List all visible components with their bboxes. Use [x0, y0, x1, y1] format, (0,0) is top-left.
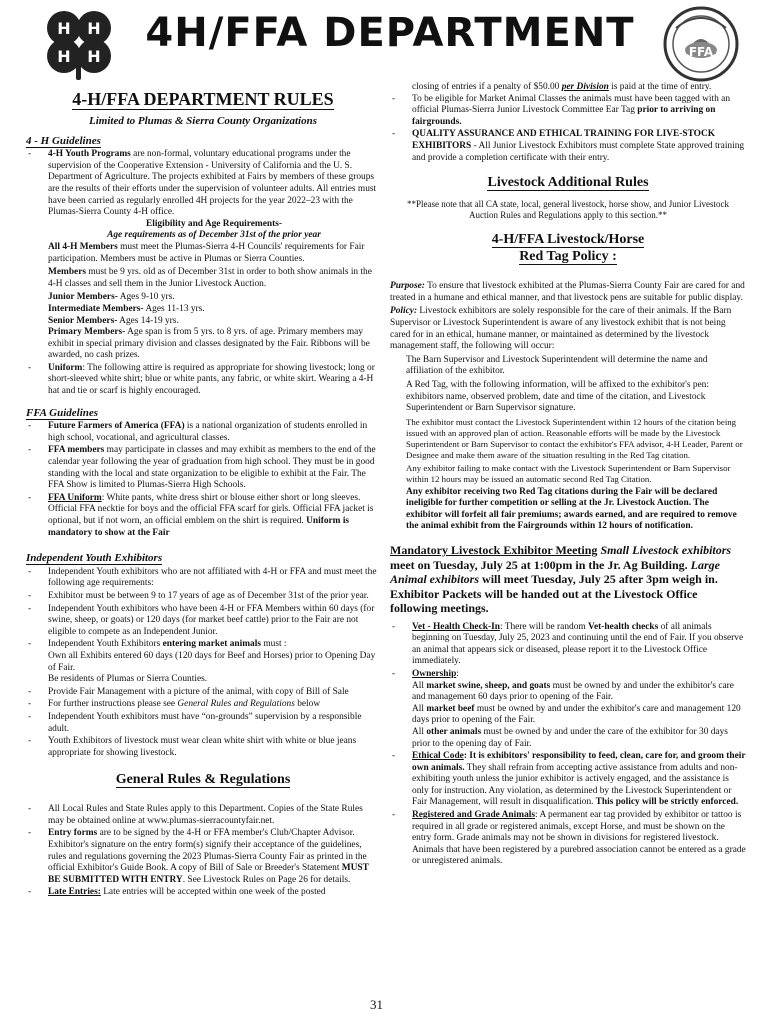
- subtitle: Limited to Plumas & Sierra County Organizations: [89, 115, 317, 127]
- red-tag-policy-heading: 4-H/FFA Livestock/Horse Red Tag Policy :: [491, 232, 645, 265]
- list-item: - Late Entries: Late entries will be accepted within one week of the posted: [26, 887, 380, 899]
- 4-h-clover-logo-icon: [40, 6, 118, 80]
- list-item: - Provide Fair Management with a picture of the animal, with copy of Bill of Sale: [26, 687, 380, 699]
- list-item: - Exhibitor must be between 9 to 17 years of age as of December 31st of the prior year.: [26, 591, 380, 603]
- additional-rules-note: **Please note that all CA state, local, general livestock, horse show, and Junior Livestock Auction Rules and Regulations apply to this section.**: [406, 199, 730, 221]
- list-item: - To be eligible for Market Animal Classes the animals must have been tagged with an official Plumas-Sierra Junior Livestock Committee Ear Tag prior to arriving on fairgrounds.: [390, 94, 746, 129]
- list-item: - All Local Rules and State Rules apply to this Department. Copies of the State Rules may be obtained online at www.plumas-sierracountyfair.net.: [26, 804, 380, 827]
- general-rules-heading: General Rules & Regulations: [115, 772, 291, 788]
- list-item: - FFA Uniform: White pants, white dress shirt or blouse either short or long sleeves. Official FFA necktie for boys and the official FFA scarf for girls. Official FFA jacket is optional, but if not worn, an official emblem on the shirt is required. Uniform is mandatory to show at the Fair: [26, 493, 380, 539]
- list-item: - Independent Youth exhibitors who are not affiliated with 4-H or FFA and must meet the following age requirements:: [26, 567, 380, 590]
- ffa-guidelines-heading: FFA Guidelines: [26, 406, 99, 419]
- policy-paragraph: Policy: Livestock exhibitors are solely responsible for the care of their animals. If the Barn Supervisor or Livestock Superintendent is aware of any livestock exhibit that is not being cared for in an ethical, humane manner, or maintained as determined by the livestock management staff, the following will occur:: [390, 306, 732, 352]
- department-rules-heading: 4-H/FFA DEPARTMENT RULES: [72, 89, 334, 109]
- svg-text:H: H: [57, 19, 71, 38]
- eligibility-heading: Eligibility and Age Requirements-: [145, 218, 283, 229]
- 4h-guidelines-list: [26, 149, 380, 397]
- list-item: - Uniform: The following attire is required as appropriate for showing livestock; long or short-sleeved white shirt; blue or white pants, any fabric, or white skirt. Wearing a 4-H hat and tie or scarf is highly encouraged.: [26, 363, 380, 398]
- mandatory-meeting-paragraph: Mandatory Livestock Exhibitor Meeting Small Livestock exhibitors meet on Tuesday, July 25 at 1:00pm in the Jr. Ag Building. Large Animal exhibitors will meet Tuesday, July 25 after 3pm weigh in. Exhibitor Packets will be handed out at the Livestock Office following meetings.: [390, 543, 732, 616]
- list-item: - Ethical Code: It is exhibitors' responsibility to feed, clean, care for, and groom their own animals. They shall refrain from accepting active assistance from adults and non-exhibiting youth unless the junior exhibitor is actively engaged, and the assistance is only for instruction. Any violation, as determined by the Livestock Superintendent or Fair Management, will result in disqualification. This policy will be strictly enforced.: [390, 751, 746, 809]
- list-item: - FFA members may participate in classes and may exhibit as members to the end of the calendar year following the year of graduation from high school. They must be in good standing with the local and state organization to be eligible to exhibit at the Fair. The FFA Show is limited to Plumas-Sierra High Schools.: [26, 445, 380, 491]
- svg-text:FFA: FFA: [688, 45, 714, 59]
- entry-rules-list: [390, 94, 746, 165]
- independent-youth-list: [26, 567, 380, 760]
- ffa-emblem-icon: [658, 4, 744, 84]
- continued-text: closing of entries if a penalty of $50.00 per Division is paid at the time of entry.: [412, 82, 712, 92]
- list-item: - Independent Youth Exhibitors entering market animals must : Own all Exhibits entered 60 days (120 days for Beef and Horses) prior to Opening Day of Fair. Be residents of Plumas or Sierra Counties.: [26, 639, 380, 685]
- list-item: - Independent Youth exhibitors must have “on-grounds” supervision by a responsible adult.: [26, 712, 380, 735]
- purpose-paragraph: Purpose: To ensure that livestock exhibited at the Plumas-Sierra County Fair are cared for and treated in a humane and ethical manner, and that livestock pens are suitable for public display.: [390, 281, 745, 303]
- age-requirements-note: Age requirements as of December 31st of the prior year: [107, 230, 321, 241]
- independent-youth-heading: Independent Youth Exhibitors: [26, 552, 163, 565]
- right-column: [390, 82, 746, 869]
- livestock-additional-rules-heading: Livestock Additional Rules: [487, 175, 649, 191]
- svg-text:H: H: [57, 47, 71, 66]
- general-rules-list: [26, 804, 380, 899]
- list-item: - Vet - Health Check-In: There will be random Vet-health checks of all animals beginning on Tuesday, July 25, 2023 and continuing until the end of Fair. If you observe an animal that appears sick or diseased, please report it to the Livestock Office immediately.: [390, 622, 746, 668]
- list-item: - QUALITY ASSURANCE AND ETHICAL TRAINING FOR LIVE-STOCK EXHIBITORS - All Junior Livestock Exhibitors must complete State approved training and provide a completion certificate with their entry.: [390, 129, 746, 164]
- list-item: - 4-H Youth Programs are non-formal, voluntary educational programs under the supervision of the Cooperative Extension - University of California and the U. S. Department of Agriculture. The projects exhibited at Fairs by members of these groups are the results of their efforts under the supervision of volunteer adults. All entries must have been carried as regularly enrolled 4H projects for the year 2022–23 with the Plumas-Sierra County 4-H office. Eligibility and Age Requirements- Age requirements as of December 31st of the prior year All 4-H Members must meet the Plumas-Sierra 4-H Councils' requirements for Fair participation. Members must be active in Plumas or Sierra Counties. Members must be 9 yrs. old as of December 31st in order to both show animals in the 4-H classes and sell them in the Junior Livestock Auction. Junior Members- Ages 9-10 yrs. Intermediate Members- Ages 11-13 yrs. Senior Members- Ages 14-19 yrs. Primary Members- Age span is from 5 yrs. to 8 yrs. of age. Primary members may exhibit in special primary division and classes designated by the Fair. Ribbons will be awarded, no cash prizes.: [26, 149, 380, 362]
- page-number: 31: [370, 997, 383, 1012]
- list-item: - For further instructions please see General Rules and Regulations below: [26, 699, 380, 711]
- list-item: - Youth Exhibitors of livestock must wear clean white shirt with white or blue jeans appropriate for showing livestock.: [26, 736, 380, 759]
- list-item: - Future Farmers of America (FFA) is a national organization of students enrolled in high school, vocational, and agricultural classes.: [26, 421, 380, 444]
- 4h-guidelines-heading: 4 - H Guidelines: [26, 134, 101, 147]
- left-column: [26, 86, 380, 900]
- list-item: - Independent Youth exhibitors who have been 4-H or FFA Members within 60 days (for swine, sheep, or goats) or 120 days (for market beef cattle) prior to the Fair are not eligible to compete as an Independent Junior.: [26, 604, 380, 639]
- ffa-guidelines-list: [26, 421, 380, 539]
- svg-text:H: H: [87, 19, 101, 38]
- list-item: - Ownership: All market swine, sheep, and goats must be owned by and under the exhibitor's care and management 60 days prior to opening of the Fair. All market beef must be owned by and under the exhibitor's care and management 120 days prior to opening of the Fair. All other animals must be owned by and under the care of the exhibitor for 30 days prior to the opening day of Fair.: [390, 669, 746, 750]
- list-item: - Registered and Grade Animals: A permanent ear tag provided by exhibitor or tattoo is required in all grade or registered animals, except Horse, and must be shown on the entry form. Grade animals may not be shown in divisions for registered livestock. Animals that have been registered by a purebred association cannot be entered as a grade or unregistered animals.: [390, 810, 746, 868]
- policy-steps: The Barn Supervisor and Livestock Superintendent will determine the name and affiliation of the exhibitor. A Red Tag, with the following information, will be affixed to the exhibitor's pen: exhibitors name, observed problem, date and time of the citation, and Livestock Superintendent or Barn Supervisor signature. The exhibitor must contact the Livestock Superintendent within 12 hours of the citation being issued with an approved plan of action. Reasonable efforts will be made by the Livestock Superintendent or Barn Supervisor to contact the exhibitor's FFA advisor, 4-H Leader, Parent or Designee and make them aware of the situation resulting in the Red Tag citation. Any exhibitor failing to make contact with the Livestock Superintendent or Barn Supervisor within 12 hours may be issued an automatic second Red Tag Citation. Any exhibitor receiving two Red Tag citations during the Fair will be declared ineligible for further competition or selling at the Jr. Livestock Auction. The exhibitor will forfeit all fair premiums; awards earned, and are required to remove the animal exhibit from the Fairgrounds within 12 hours of notification.: [406, 354, 743, 532]
- livestock-rules-list: [390, 622, 746, 868]
- svg-text:H: H: [87, 47, 101, 66]
- page-header: [0, 0, 770, 86]
- list-item: - Entry forms are to be signed by the 4-H or FFA member's Club/Chapter Advisor. Exhibitor's signature on the entry form(s) signify their acceptance of the guidelines, rules and regulations governing the 2023 Plumas-Sierra County Fair as printed in the official Exhibitor's Guide Book. A copy of Bill of Sale or Breeder's Statement MUST BE SUBMITTED WITH ENTRY. See Livestock Rules on Page 26 for details.: [26, 828, 380, 886]
- department-title: 4H/FFA DEPARTMENT: [145, 10, 635, 56]
